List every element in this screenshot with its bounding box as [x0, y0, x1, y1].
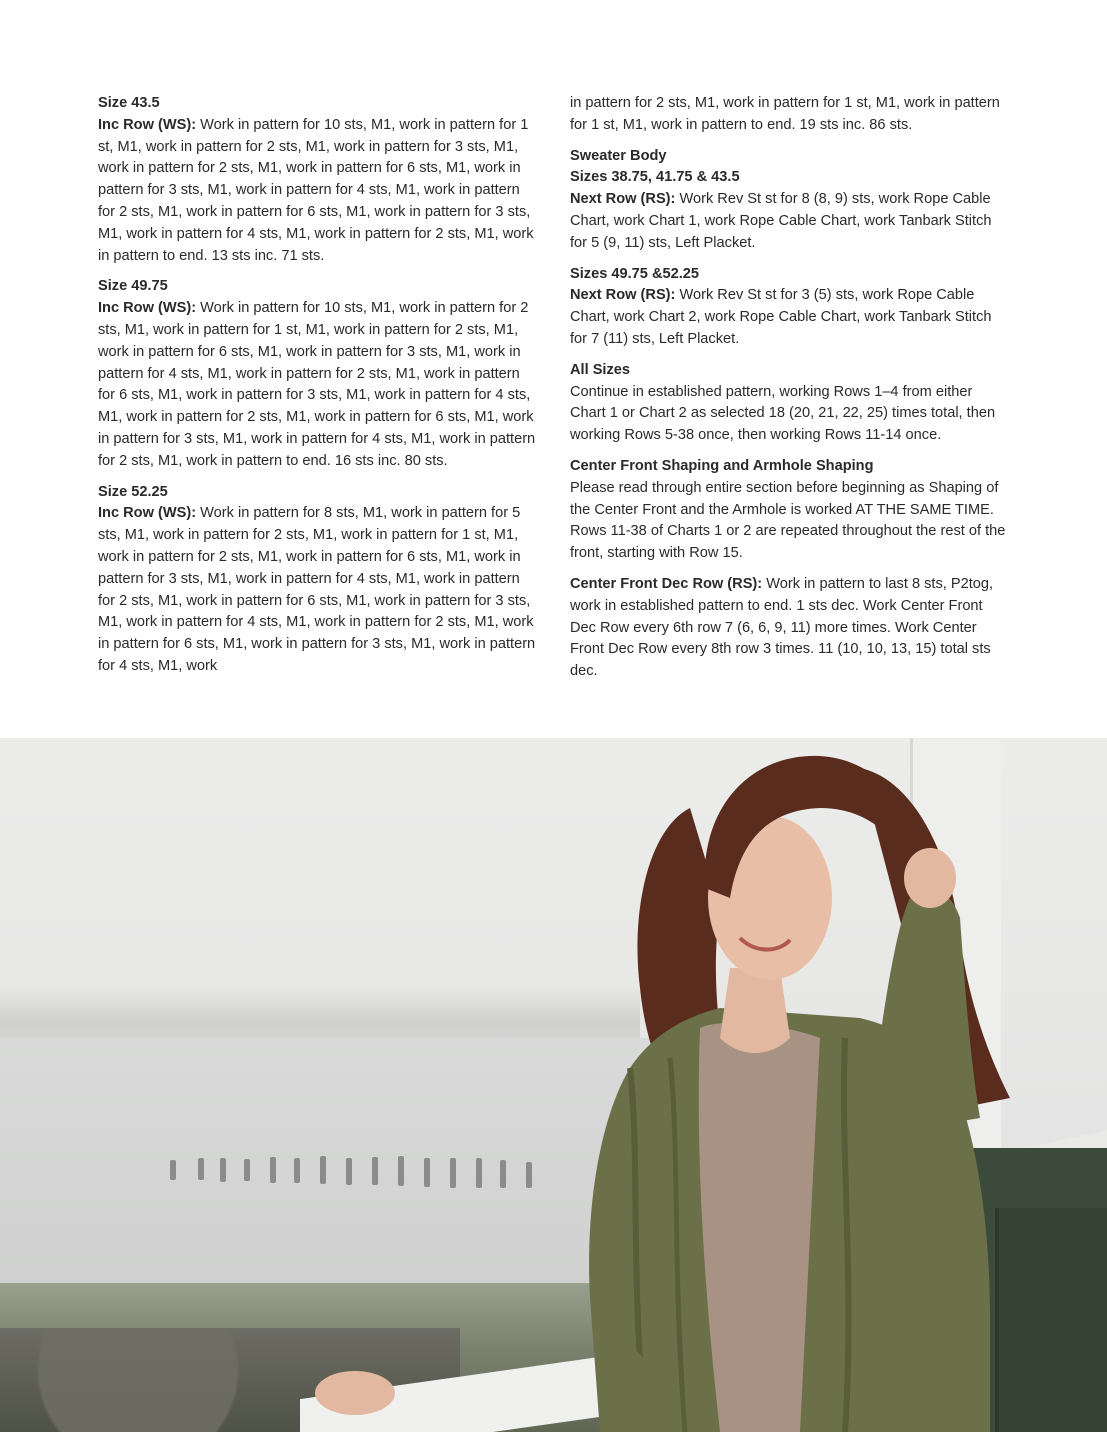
sizes-49-52-heading: Sizes 49.75 &52.25: [570, 265, 700, 282]
all-sizes-section: [570, 360, 1012, 447]
neck: [720, 968, 790, 1053]
model-figure: [300, 738, 1020, 1432]
center-front-dec-text: Work in pattern to last 8 sts, P2tog, work in established pattern to end. 1 sts dec. Work Center Front Dec Row every 6th row 7 (6, 6, 9, 11) more times. Work Center Front Dec Row every 8th row 3 times. 11 (10, 10, 13, 15) total sts dec.: [570, 575, 994, 680]
sweater-body-heading: Sweater Body: [570, 147, 667, 164]
center-front-dec-instructions: [570, 574, 1012, 683]
size-52-25-heading: Size 52.25: [98, 483, 168, 500]
next-row-text: Work Rev St st for 3 (5) sts, work Rope Cable Chart, work Chart 2, work Rope Cable Chart, work Tanbark Stitch for 7 (11) sts, Left Placket.: [570, 287, 992, 347]
center-front-dec-section: [570, 574, 1012, 683]
size-43-5-instructions: [98, 115, 538, 268]
inc-row-text: Work in pattern for 10 sts, M1, work in pattern for 2 sts, M1, work in pattern for 1 st, M1, work in pattern for 2 sts, M1, work in pattern for 6 sts, M1, work in pattern for 3 sts, M1, work in pattern for 4 sts, M1, work in pattern for 2 sts, M1, work in pattern for 6 sts, M1, work in pattern for 3 sts, M1, work in pattern for 4 sts, M1, work in pattern for 2 sts, M1, work in pattern for 6 sts, M1, work in pattern for 3 sts, M1, work in pattern for 4 sts, M1, work in pattern for 2 sts, M1, work in pattern to end. 16 sts inc. 80 sts.: [98, 300, 536, 469]
sweater-body-instructions: [570, 189, 1012, 254]
raised-hand: [904, 848, 956, 908]
next-row-label: Next Row (RS):: [570, 287, 676, 304]
size-52-25-section: [98, 482, 538, 678]
resting-hand: [315, 1371, 395, 1415]
right-text-column: [570, 93, 1012, 692]
sizes-49-52-section: [570, 264, 1012, 351]
center-front-section: [570, 456, 1012, 565]
inc-row-label: Inc Row (WS):: [98, 505, 197, 522]
sizes-49-52-instructions: [570, 285, 1012, 350]
inc-row-text: Work in pattern for 8 sts, M1, work in pattern for 5 sts, M1, work in pattern for 2 sts, M1, work in pattern for 1 st, M1, work in pattern for 2 sts, M1, work in pattern for 6 sts, M1, work in pattern for 3 sts, M1, work in pattern for 4 sts, M1, work in pattern for 2 sts, M1, work in pattern for 6 sts, M1, work in pattern for 3 sts, M1, work in pattern for 4 sts, M1, work in pattern for 2 sts, M1, work in pattern for 6 sts, M1, work in pattern for 3 sts, M1, work in pattern for 4 sts, M1, work: [98, 505, 536, 674]
sweater-body-section: [570, 146, 1012, 255]
size-49-75-section: [98, 276, 538, 472]
all-sizes-text: Continue in established pattern, working Rows 1–4 from either Chart 1 or Chart 2 as selected 18 (20, 21, 22, 25) times total, then working Rows 5-38 once, then working Rows 11-14 once.: [570, 383, 996, 444]
center-front-text: Please read through entire section before beginning as Shaping of the Center Front and the Armhole is worked AT THE SAME TIME. Rows 11-38 of Charts 1 or 2 are repeated throughout the rest of the front, starting with Row 15.: [570, 479, 1006, 562]
left-text-column: [98, 93, 538, 687]
sweater-body-subheading: Sizes 38.75, 41.75 & 43.5: [570, 169, 740, 186]
size-52-25-instructions: [98, 503, 538, 677]
inc-row-label: Inc Row (WS):: [98, 116, 197, 133]
next-row-label: Next Row (RS):: [570, 191, 676, 208]
continuation-text: in pattern for 2 sts, M1, work in pattern for 1 st, M1, work in pattern for 1 st, M1, work in pattern to end. 19 sts inc. 86 sts.: [570, 95, 1000, 133]
size-49-75-heading: Size 49.75: [98, 278, 168, 295]
center-front-dec-label: Center Front Dec Row (RS):: [570, 575, 763, 592]
size-49-75-instructions: [98, 298, 538, 472]
size-43-5-heading: Size 43.5: [98, 95, 160, 111]
size-43-5-section: [98, 93, 538, 267]
shirt: [699, 1023, 820, 1432]
next-row-text: Work Rev St st for 8 (8, 9) sts, work Rope Cable Chart, work Chart 1, work Rope Cable Chart, work Tanbark Stitch for 5 (9, 11) sts, Left Placket.: [570, 191, 992, 251]
model-photo: [0, 738, 1107, 1432]
center-front-heading: Center Front Shaping and Armhole Shaping: [570, 457, 874, 474]
all-sizes-heading: All Sizes: [570, 361, 631, 378]
inc-row-text: Work in pattern for 10 sts, M1, work in pattern for 1 st, M1, work in pattern for 2 sts, M1, work in pattern for 3 sts, M1, work in pattern for 2 sts, M1, work in pattern for 6 sts, M1, work in pattern for 3 sts, M1, work in pattern for 4 sts, M1, work in pattern for 2 sts, M1, work in pattern for 6 sts, M1, work in pattern for 3 sts, M1, work in pattern for 4 sts, M1, work in pattern for 2 sts, M1, work in pattern to end. 13 sts inc. 71 sts.: [98, 116, 534, 264]
continuation-section: [570, 93, 1012, 137]
inc-row-label: Inc Row (WS):: [98, 300, 197, 317]
